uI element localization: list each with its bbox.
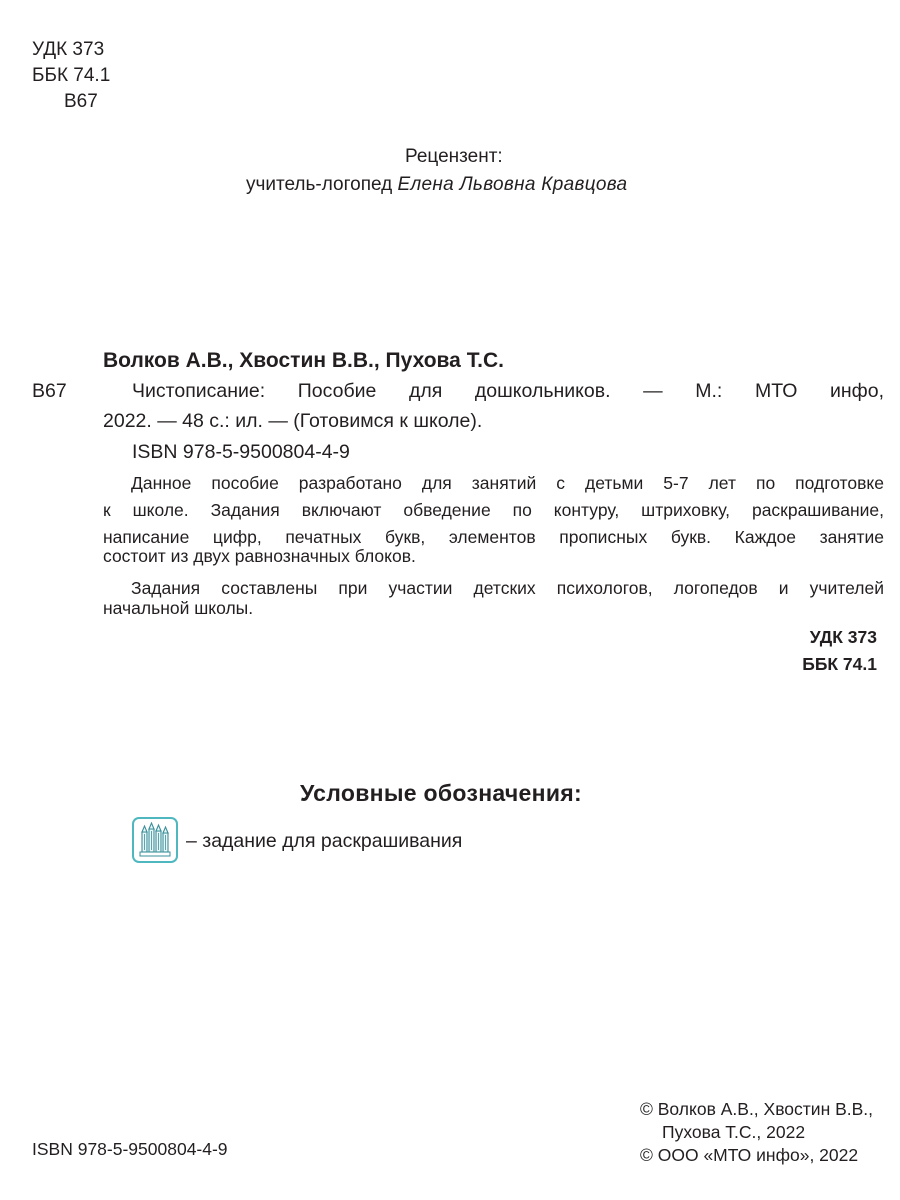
copyright-authors-line1: © Волков А.В., Хвостин В.В., [640, 1099, 874, 1119]
reviewer-label: Рецензент: [405, 146, 503, 167]
biblio-udk: УДК 373 [809, 627, 877, 647]
biblio-authors: Волков А.В., Хвостин В.В., Пухова Т.С. [103, 349, 504, 372]
desc2-line-2: начальной школы. [103, 598, 254, 618]
udk-code: УДК 373 [32, 39, 105, 60]
desc2-line-1: Задания составлены при участии детских психологов, логопедов и учителей [131, 578, 884, 598]
desc1-line-1: Данное пособие разработано для занятий с детьми 5-7 лет по подготовке [131, 473, 884, 493]
footer-isbn: ISBN 978-5-9500804-4-9 [32, 1139, 228, 1159]
desc1-line-3: написание цифр, печатных букв, элементов прописных букв. Каждое занятие [103, 527, 884, 547]
reviewer-name: Елена Львовна Кравцова [397, 174, 628, 195]
reviewer-line [246, 171, 627, 199]
desc1-line-4: состоит из двух равнозначных блоков. [103, 546, 416, 566]
reviewer-role: учитель-логопед [246, 174, 393, 195]
legend-title: Условные обозначения: [300, 780, 582, 806]
biblio-publication-line: 2022. — 48 с.: ил. — (Готовимся к школе). [103, 410, 483, 432]
legend-coloring-text: – задание для раскрашивания [186, 830, 463, 852]
biblio-title-line: Чистописание: Пособие для дошкольников. — М.: МТО инфо, [132, 380, 884, 402]
desc1-line-2: к школе. Задания включают обведение по контуру, штриховку, раскрашивание, [103, 500, 884, 520]
biblio-mark: В67 [32, 380, 67, 402]
copyright-publisher: © ООО «МТО инфо», 2022 [640, 1145, 859, 1165]
pencils-icon [132, 817, 178, 863]
pencils-icon-graphic [134, 819, 176, 861]
copyright-authors-line2: Пухова Т.С., 2022 [662, 1122, 806, 1142]
biblio-isbn: ISBN 978-5-9500804-4-9 [132, 441, 350, 463]
biblio-bbk: ББК 74.1 [802, 654, 877, 674]
bbk-code: ББК 74.1 [32, 65, 111, 86]
author-mark: В67 [64, 91, 98, 112]
